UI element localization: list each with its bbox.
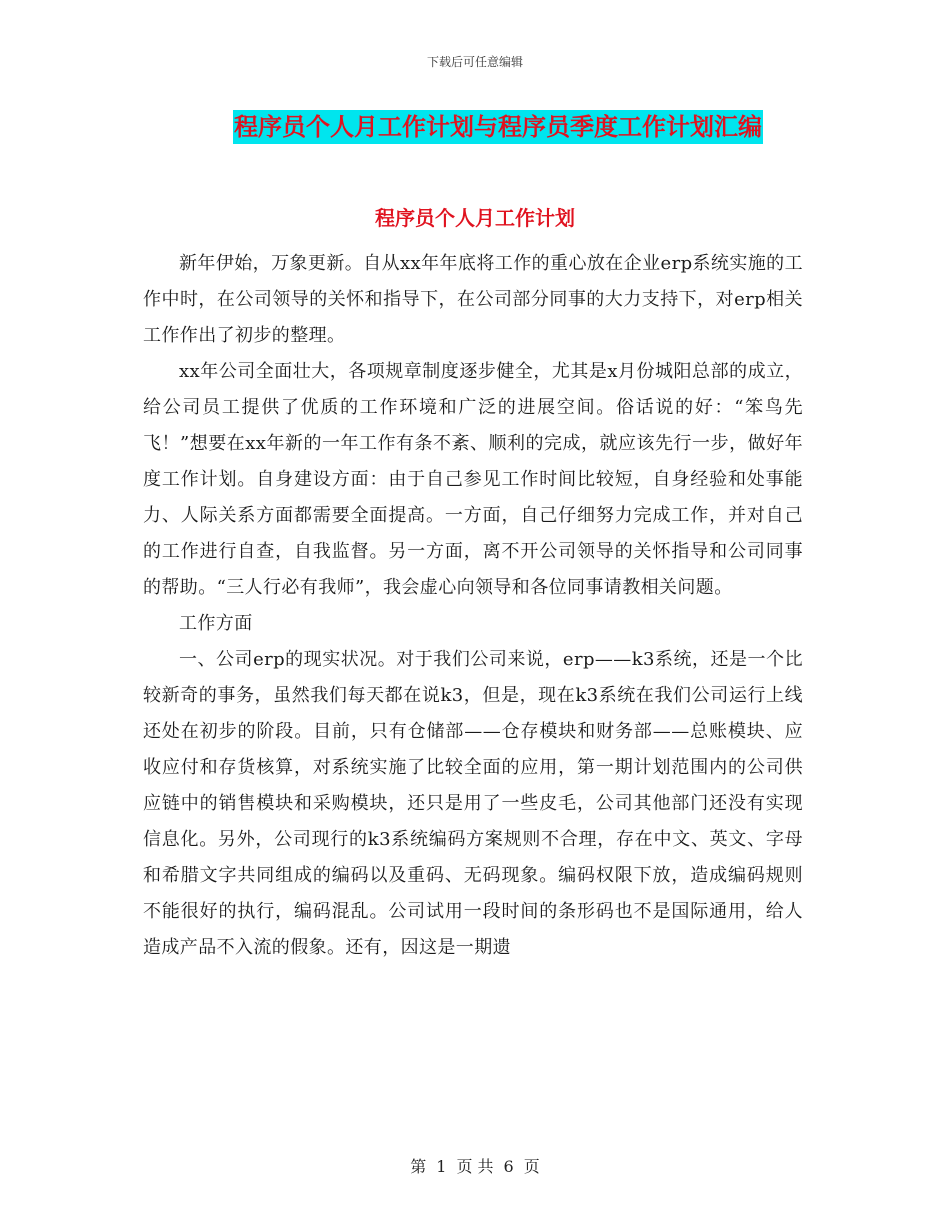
body-text [143, 246, 803, 966]
footer-prefix: 第 [410, 1157, 427, 1176]
footer-total-pages: 6 [503, 1157, 514, 1176]
paragraph: 工作方面 [179, 613, 253, 634]
paragraph: xx年公司全面壮大，各项规章制度逐步健全，尤其是x月份城阳总部的成立，给公司员工提供了优质的工作环境和广泛的进展空间。俗话说的好：“笨鸟先飞！”想要在xx年新的一年工作有条不紊、顺利的完成，就应该先行一步，做好年度工作计划。自身建设方面：由于自己参见工作时间比较短，自身经验和处事能力、人际关系方面都需要全面提高。一方面，自己仔细努力完成工作，并对自己的工作进行自查，自我监督。另一方面，离不开公司领导的关怀指导和公司同事的帮助。“三人行必有我师”，我会虚心向领导和各位同事请教相关问题。 [143, 361, 803, 598]
footer-suffix: 页 [523, 1157, 540, 1176]
header-note: 下载后可任意编辑 [426, 55, 523, 69]
document-title: 程序员个人月工作计划与程序员季度工作计划汇编 [233, 110, 763, 144]
paragraph: 一、公司erp的现实状况。对于我们公司来说，erp——k3系统，还是一个比较新奇的事务，虽然我们每天都在说k3，但是，现在k3系统在我们公司运行上线还处在初步的阶段。目前，只有仓储部——仓存模块和财务部——总账模块、应收应付和存货核算，对系统实施了比较全面的应用，第一期计划范围内的公司供应链中的销售模块和采购模块，还只是用了一些皮毛，公司其他部门还没有实现信息化。另外，公司现行的k3系统编码方案规则不合理，存在中文、英文、字母和希腊文字共同组成的编码以及重码、无码现象。编码权限下放，造成编码规则不能很好的执行，编码混乱。公司试用一段时间的条形码也不是国际通用，给人造成产品不入流的假象。还有，因这是一期遗 [143, 649, 803, 958]
footer-middle: 页 共 [456, 1157, 494, 1176]
document-title-block [0, 110, 950, 144]
section-title: 程序员个人月工作计划 [375, 206, 575, 230]
footer-page-number: 1 [436, 1157, 447, 1176]
page-footer [0, 1154, 950, 1177]
paragraph: 新年伊始，万象更新。自从xx年年底将工作的重心放在企业erp系统实施的工作中时，在公司领导的关怀和指导下，在公司部分同事的大力支持下，对erp相关工作作出了初步的整理。 [143, 253, 803, 346]
